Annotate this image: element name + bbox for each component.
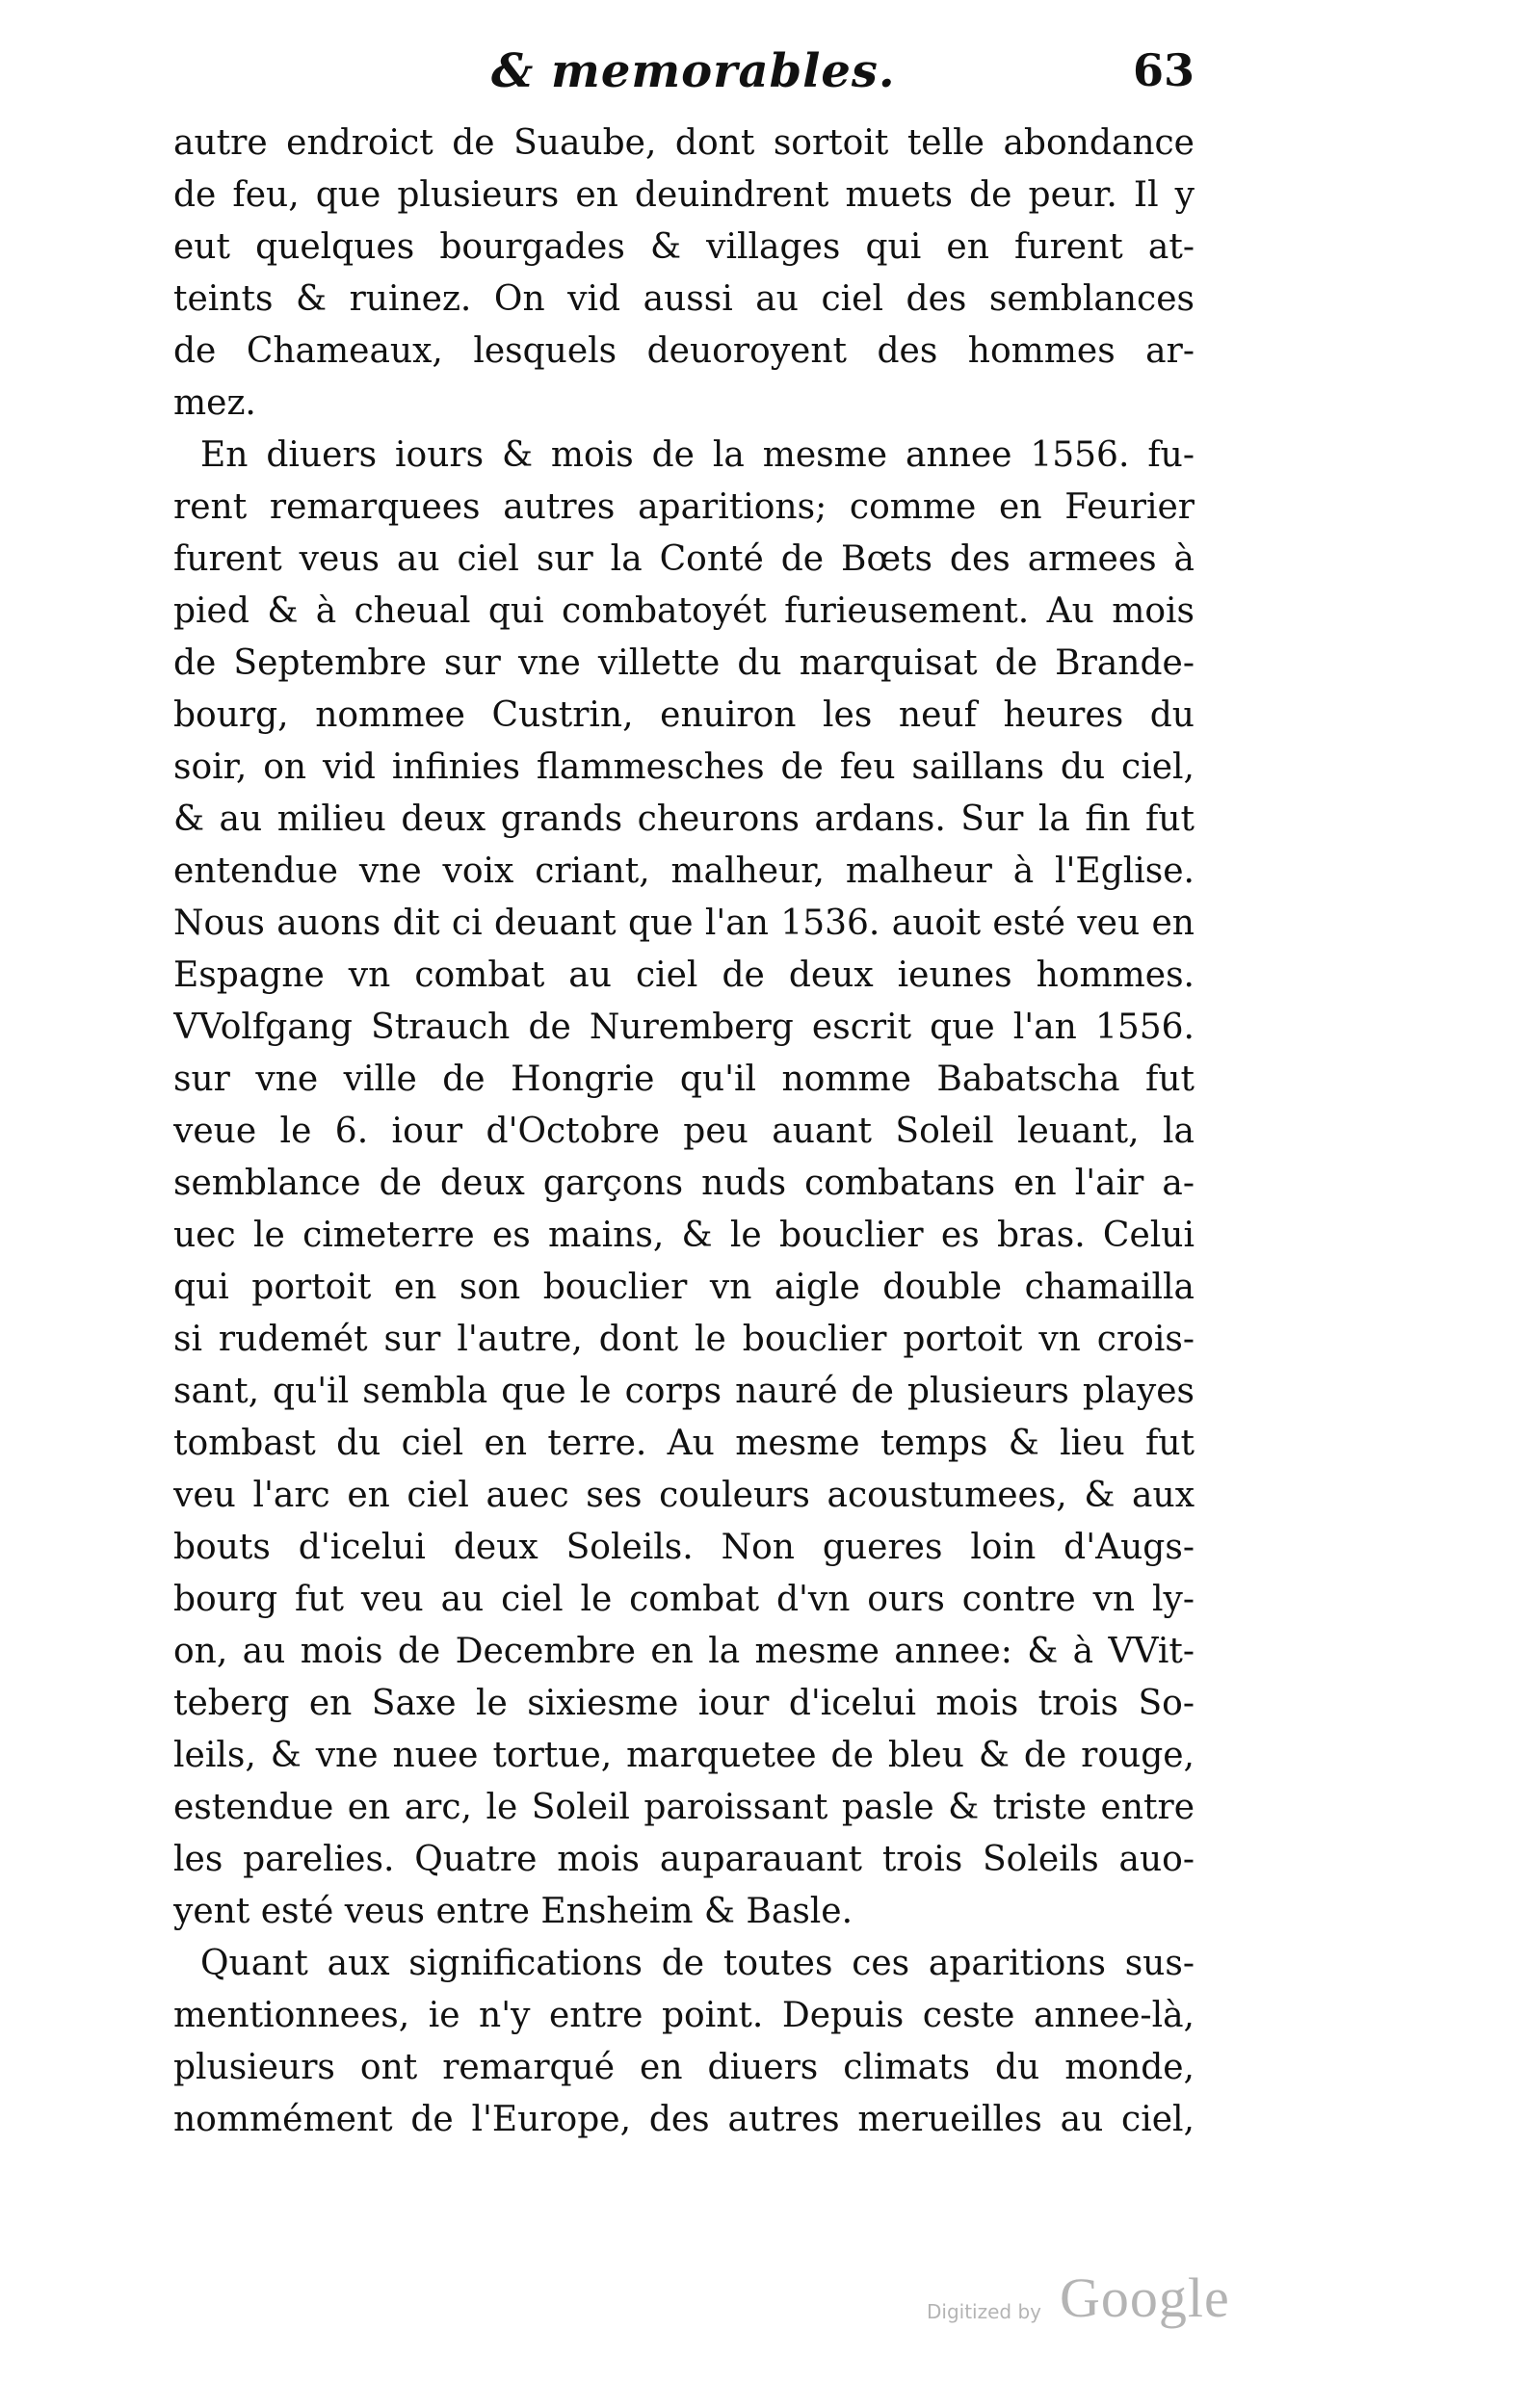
text-line: teints & ruinez. On vid aussi au ciel des semblances xyxy=(173,279,1195,319)
text-line: & au milieu deux grands cheurons ardans. Sur la fin fut xyxy=(173,799,1195,839)
text-line: les parelies. Quatre mois auparauant trois Soleils auo- xyxy=(173,1840,1195,1879)
text-line: leils, & vne nuee tortue, marquetee de bleu & de rouge, xyxy=(173,1736,1195,1775)
text-line: Espagne vn combat au ciel de deux ieunes hommes. xyxy=(173,955,1195,995)
text-line: de feu, que plusieurs en deuindrent muets de peur. Il y xyxy=(173,175,1195,215)
text-line: nommément de l'Europe, des autres merueilles au ciel, xyxy=(173,2100,1195,2139)
text-line: Quant aux significations de toutes ces aparitions sus- xyxy=(200,1944,1195,1983)
running-title: & memorables. xyxy=(491,44,896,98)
text-line: uec le cimeterre es mains, & le bouclier es bras. Celui xyxy=(173,1216,1195,1255)
page-number: 63 xyxy=(1132,44,1195,96)
text-line: entendue vne voix criant, malheur, malheur à l'Eglise. xyxy=(173,851,1195,891)
text-line: autre endroict de Suaube, dont sortoit telle abondance xyxy=(173,123,1195,163)
text-line: mentionnees, ie n'y entre point. Depuis ceste annee-là, xyxy=(173,1996,1195,2035)
text-line: sant, qu'il sembla que le corps nauré de plusieurs playes xyxy=(173,1372,1195,1411)
text-line: yent esté veus entre Ensheim & Basle. xyxy=(173,1892,853,1931)
text-line: bourg fut veu au ciel le combat d'vn ours contre vn ly- xyxy=(173,1580,1195,1619)
text-line: bouts d'icelui deux Soleils. Non gueres loin d'Augs- xyxy=(173,1528,1195,1567)
google-logo: Google xyxy=(1060,2266,1230,2329)
text-line: semblance de deux garçons nuds combatans en l'air a- xyxy=(173,1164,1195,1203)
text-line: qui portoit en son bouclier vn aigle double chamailla xyxy=(173,1268,1195,1307)
text-line: sur vne ville de Hongrie qu'il nomme Babatscha fut xyxy=(173,1060,1195,1099)
watermark-prefix: Digitized by xyxy=(927,2300,1041,2323)
text-line: on, au mois de Decembre en la mesme annee: & à VVit- xyxy=(173,1632,1195,1671)
text-line: si rudemét sur l'autre, dont le bouclier portoit vn crois- xyxy=(173,1320,1195,1359)
body-text xyxy=(173,118,1195,2146)
text-line: En diuers iours & mois de la mesme annee 1556. fu- xyxy=(200,435,1195,475)
text-line: tombast du ciel en terre. Au mesme temps & lieu fut xyxy=(173,1424,1195,1463)
text-line: rent remarquees autres aparitions; comme en Feurier xyxy=(173,487,1195,527)
text-line: veue le 6. iour d'Octobre peu auant Soleil leuant, la xyxy=(173,1112,1195,1151)
text-line: eut quelques bourgades & villages qui en furent at- xyxy=(173,227,1195,267)
text-line: estendue en arc, le Soleil paroissant pasle & triste entre xyxy=(173,1788,1195,1827)
text-line: veu l'arc en ciel auec ses couleurs acoustumees, & aux xyxy=(173,1476,1195,1515)
text-line: Nous auons dit ci deuant que l'an 1536. auoit esté veu en xyxy=(173,903,1195,943)
text-line: plusieurs ont remarqué en diuers climats du monde, xyxy=(173,2048,1195,2087)
text-line: de Septembre sur vne villette du marquisat de Brande- xyxy=(173,643,1195,683)
text-line: VVolfgang Strauch de Nuremberg escrit que l'an 1556. xyxy=(173,1008,1195,1047)
text-line: bourg, nommee Custrin, enuiron les neuf heures du xyxy=(173,695,1195,735)
text-line: pied & à cheual qui combatoyét furieusement. Au mois xyxy=(173,591,1195,631)
text-line: mez. xyxy=(173,383,256,423)
text-line: de Chameaux, lesquels deuoroyent des hommes ar- xyxy=(173,331,1195,371)
text-line: soir, on vid infinies flammesches de feu saillans du ciel, xyxy=(173,747,1195,787)
text-line: teberg en Saxe le sixiesme iour d'icelui mois trois So- xyxy=(173,1684,1195,1723)
digitized-watermark xyxy=(927,2265,1254,2333)
running-head xyxy=(173,44,1195,112)
text-line: furent veus au ciel sur la Conté de Bœts des armees à xyxy=(173,539,1195,579)
